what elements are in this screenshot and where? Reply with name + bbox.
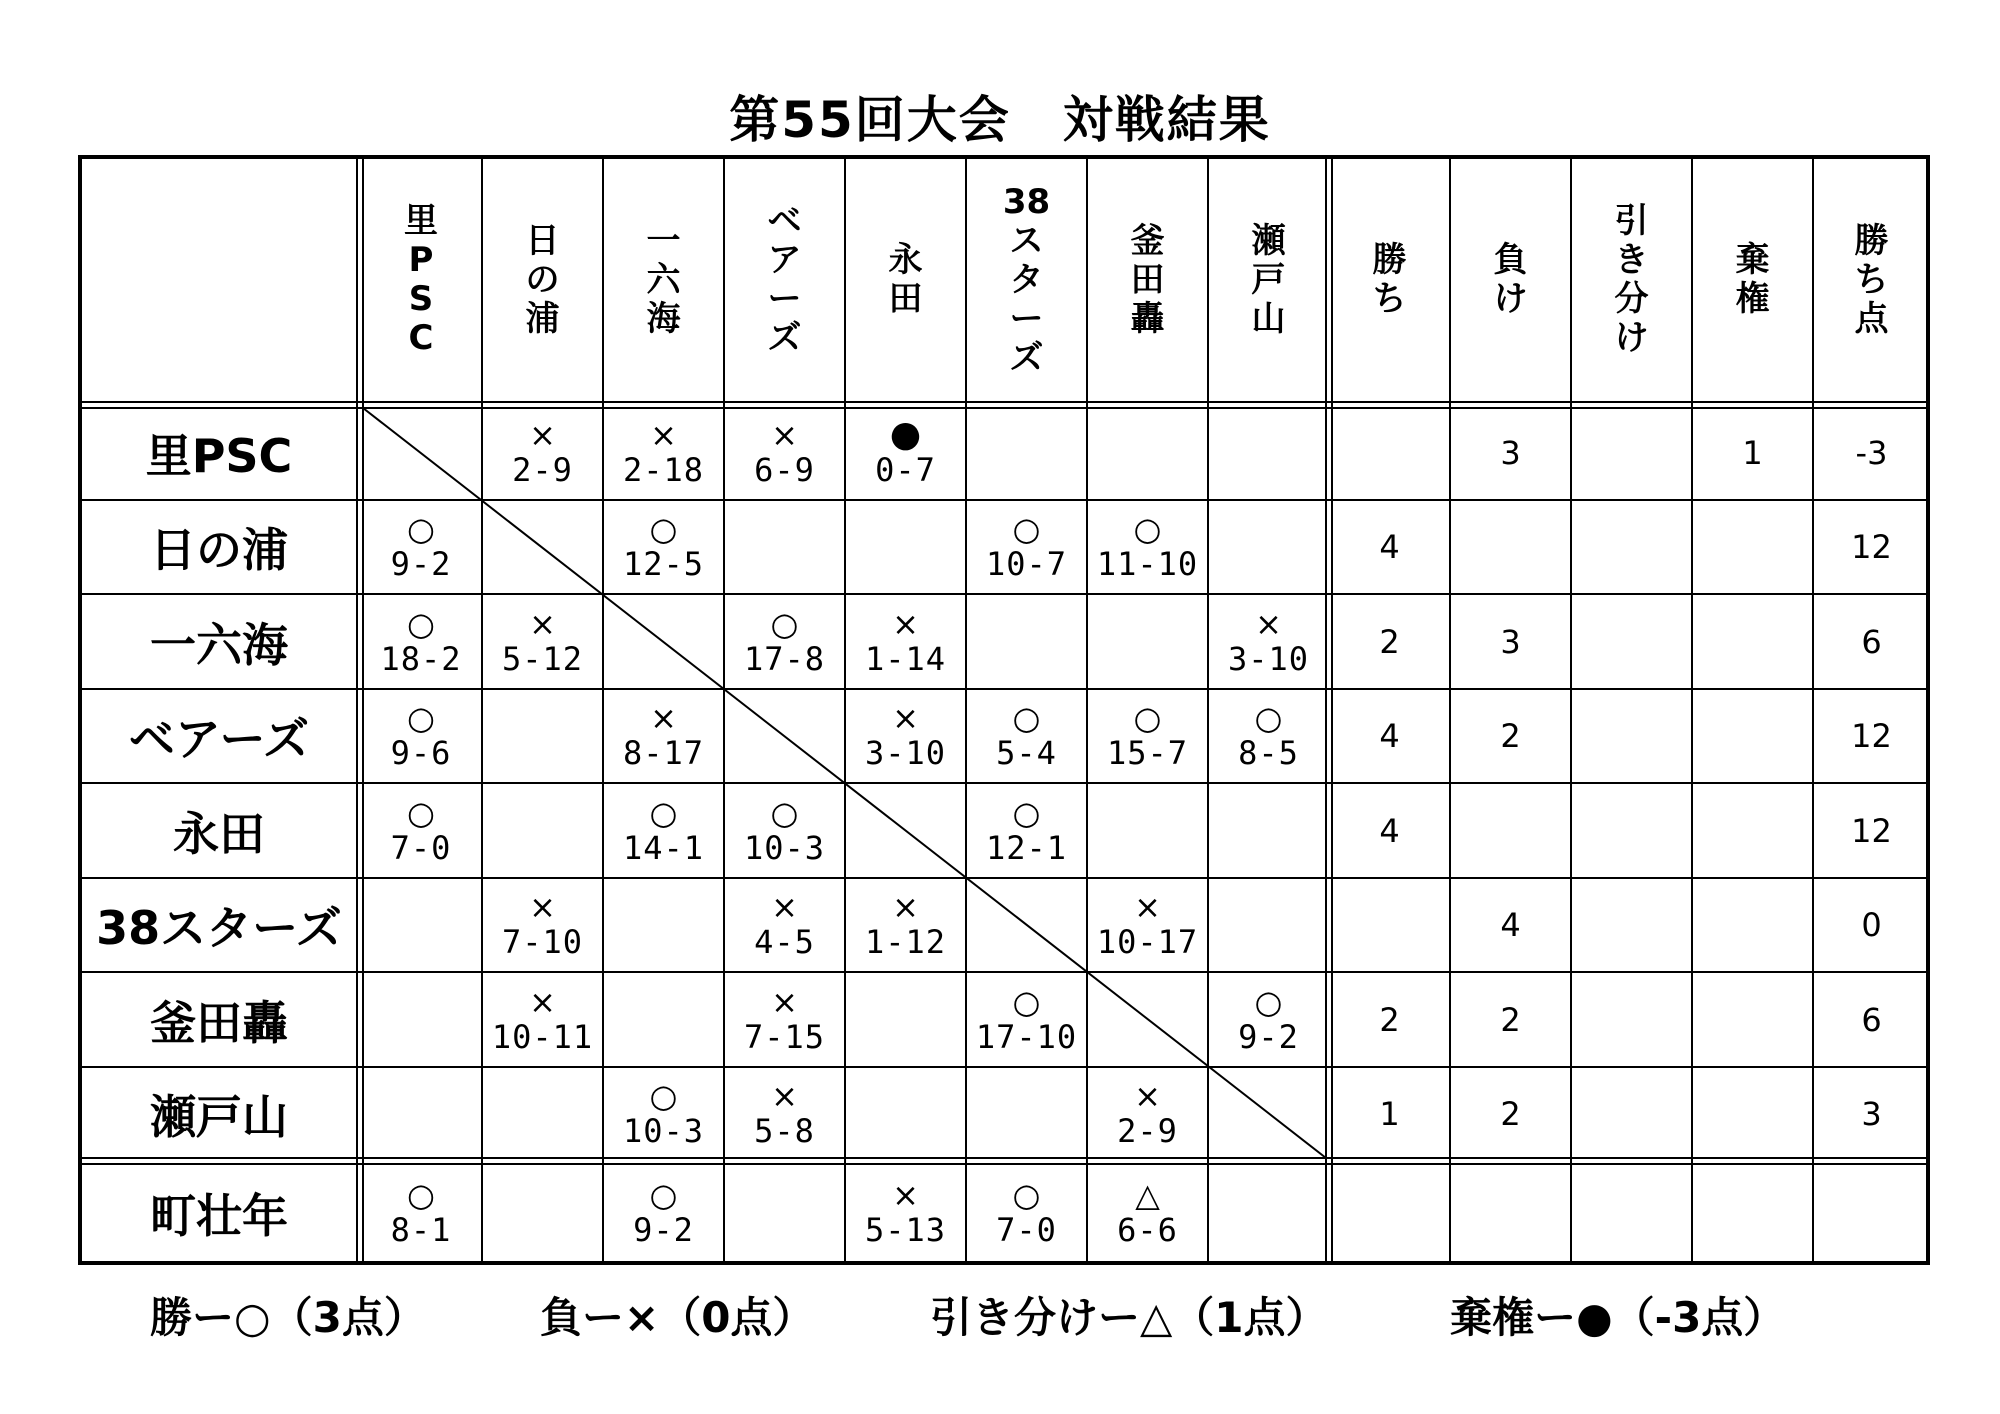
row-team-label bbox=[78, 783, 360, 878]
result-cell bbox=[360, 878, 482, 972]
header-char: S bbox=[408, 279, 434, 319]
team-name: 釜田轟 bbox=[150, 995, 288, 1050]
result-mark: × bbox=[771, 1077, 798, 1115]
result-cell bbox=[966, 878, 1087, 972]
result-cell bbox=[482, 594, 603, 689]
row-team-label bbox=[78, 500, 360, 594]
result-cell bbox=[1208, 1161, 1329, 1265]
result-cell bbox=[603, 1067, 724, 1161]
column-header-1 bbox=[360, 163, 482, 397]
result-cell bbox=[1087, 1067, 1208, 1161]
result-cell bbox=[966, 594, 1087, 689]
header-char: 点 bbox=[1854, 298, 1889, 339]
stat-value: 6 bbox=[1861, 1000, 1882, 1039]
result-cell bbox=[1087, 405, 1208, 500]
header-char: 棄 bbox=[1735, 240, 1770, 280]
result-cell bbox=[482, 1067, 603, 1161]
result-mark: × bbox=[529, 415, 556, 454]
stat-cell bbox=[1571, 878, 1692, 972]
stat-value: 12 bbox=[1851, 811, 1892, 850]
result-mark: × bbox=[529, 888, 556, 926]
header-char: ち bbox=[1854, 259, 1889, 300]
row-team-label bbox=[78, 689, 360, 783]
result-cell bbox=[1208, 405, 1329, 500]
header-char: け bbox=[1614, 318, 1649, 358]
result-cell bbox=[845, 1067, 966, 1161]
result-cell bbox=[966, 405, 1087, 500]
result-score: 12-1 bbox=[985, 828, 1068, 867]
result-cell bbox=[724, 1067, 845, 1161]
result-cell bbox=[482, 500, 603, 594]
result-cell bbox=[845, 500, 966, 594]
stat-cell bbox=[1813, 405, 1930, 500]
header-char: 戸 bbox=[1251, 259, 1286, 300]
team-name: 里PSC bbox=[145, 428, 293, 483]
result-mark: × bbox=[771, 888, 798, 926]
result-score: 8-5 bbox=[1238, 734, 1299, 772]
result-cell bbox=[603, 1161, 724, 1265]
result-score: 2-18 bbox=[622, 450, 705, 489]
header-char: 海 bbox=[646, 298, 681, 339]
column-header-5 bbox=[845, 163, 966, 397]
result-cell bbox=[360, 689, 482, 783]
result-mark: × bbox=[529, 604, 556, 643]
result-score: 2-9 bbox=[1117, 1112, 1178, 1150]
header-char: 轟 bbox=[1130, 298, 1165, 339]
result-score: 10-7 bbox=[985, 545, 1068, 583]
stat-value: 12 bbox=[1851, 528, 1892, 566]
result-cell bbox=[966, 783, 1087, 878]
result-mark: ● bbox=[889, 413, 922, 455]
stat-cell bbox=[1329, 594, 1450, 689]
result-score: 6-6 bbox=[1117, 1211, 1178, 1249]
result-cell bbox=[724, 1161, 845, 1265]
stat-value: 12 bbox=[1851, 717, 1892, 755]
header-char: ベ bbox=[767, 201, 802, 241]
stat-cell bbox=[1813, 783, 1930, 878]
result-mark: ○ bbox=[770, 793, 799, 832]
result-mark: × bbox=[892, 604, 919, 643]
header-char: 田 bbox=[1130, 259, 1165, 300]
result-cell bbox=[1087, 1161, 1208, 1265]
row-team-label bbox=[78, 405, 360, 500]
result-cell bbox=[603, 972, 724, 1067]
stat-cell bbox=[1571, 405, 1692, 500]
result-cell bbox=[482, 878, 603, 972]
result-score: 9-2 bbox=[1238, 1017, 1299, 1056]
result-mark: × bbox=[771, 415, 798, 454]
stat-cell bbox=[1329, 972, 1450, 1067]
stat-cell bbox=[1450, 783, 1571, 878]
result-mark: × bbox=[529, 982, 556, 1021]
result-score: 10-3 bbox=[743, 828, 826, 867]
header-char: ち bbox=[1372, 279, 1407, 319]
result-cell bbox=[603, 500, 724, 594]
team-name: 永田 bbox=[173, 806, 265, 861]
stat-cell bbox=[1813, 594, 1930, 689]
result-mark: ○ bbox=[407, 510, 435, 548]
stat-cell bbox=[1692, 783, 1813, 878]
stat-cell bbox=[1813, 972, 1930, 1067]
result-score: 8-17 bbox=[622, 734, 705, 772]
result-score: 12-5 bbox=[622, 545, 705, 583]
result-mark: △ bbox=[1135, 1176, 1160, 1214]
legend-draw: 引き分けー△（1点） bbox=[930, 1293, 1328, 1342]
result-cell bbox=[360, 783, 482, 878]
stat-cell bbox=[1813, 878, 1930, 972]
result-mark: × bbox=[1255, 604, 1282, 643]
team-name: 日の浦 bbox=[150, 523, 288, 577]
header-char: ズ bbox=[1009, 337, 1044, 378]
header-char: の bbox=[525, 259, 560, 300]
header-char: 瀬 bbox=[1251, 220, 1286, 261]
result-score: 9-2 bbox=[633, 1211, 694, 1249]
stat-cell bbox=[1813, 1067, 1930, 1161]
result-cell bbox=[482, 1161, 603, 1265]
row-team-label bbox=[78, 878, 360, 972]
result-mark: × bbox=[650, 699, 677, 737]
stat-cell bbox=[1450, 1161, 1571, 1265]
stat-value: 2 bbox=[1500, 717, 1521, 755]
result-cell bbox=[603, 594, 724, 689]
stat-cell bbox=[1813, 1161, 1930, 1265]
result-score: 5-8 bbox=[754, 1112, 815, 1150]
result-score: 18-2 bbox=[380, 639, 462, 678]
result-mark: × bbox=[650, 415, 677, 454]
result-cell bbox=[845, 689, 966, 783]
stat-cell bbox=[1450, 405, 1571, 500]
header-char: 山 bbox=[1251, 298, 1286, 339]
result-cell bbox=[845, 878, 966, 972]
header-char: 勝 bbox=[1854, 220, 1889, 261]
result-cell bbox=[360, 405, 482, 500]
result-cell bbox=[966, 1067, 1087, 1161]
result-cell bbox=[482, 689, 603, 783]
result-cell bbox=[724, 783, 845, 878]
result-score: 10-11 bbox=[491, 1017, 594, 1056]
result-score: 5-12 bbox=[501, 639, 584, 678]
result-mark: ○ bbox=[649, 510, 678, 548]
result-mark: × bbox=[892, 1176, 919, 1214]
column-header-2 bbox=[482, 163, 603, 397]
result-cell bbox=[482, 405, 603, 500]
result-score: 3-10 bbox=[1227, 639, 1310, 678]
result-score: 5-13 bbox=[864, 1211, 947, 1249]
result-score: 10-17 bbox=[1096, 923, 1199, 961]
result-score: 7-10 bbox=[501, 923, 584, 961]
result-cell bbox=[1208, 878, 1329, 972]
stat-cell bbox=[1450, 972, 1571, 1067]
column-header-3 bbox=[603, 163, 724, 397]
result-score: 0-7 bbox=[875, 450, 936, 489]
result-cell bbox=[1208, 1067, 1329, 1161]
stat-cell bbox=[1692, 1067, 1813, 1161]
result-mark: ○ bbox=[1133, 699, 1162, 737]
result-mark: ○ bbox=[407, 793, 435, 832]
result-mark: ○ bbox=[407, 699, 435, 737]
header-char: 分 bbox=[1614, 279, 1649, 319]
result-cell bbox=[482, 783, 603, 878]
header-char: 釜 bbox=[1130, 220, 1165, 261]
result-score: 14-1 bbox=[622, 828, 705, 867]
stat-cell bbox=[1450, 878, 1571, 972]
result-mark: ○ bbox=[407, 604, 435, 643]
stat-cell bbox=[1692, 594, 1813, 689]
team-name: 町壮年 bbox=[150, 1189, 288, 1243]
header-char: ー bbox=[1009, 298, 1044, 339]
stat-value: 6 bbox=[1861, 622, 1882, 661]
header-char: き bbox=[1614, 240, 1649, 280]
header-char: ス bbox=[1009, 220, 1044, 261]
result-mark: ○ bbox=[1012, 1176, 1041, 1214]
result-score: 7-15 bbox=[743, 1017, 826, 1056]
header-char: 一 bbox=[646, 220, 681, 261]
stat-header-4 bbox=[1692, 163, 1813, 397]
result-cell bbox=[845, 783, 966, 878]
header-char: 永 bbox=[888, 240, 923, 280]
row-team-label bbox=[78, 972, 360, 1067]
result-cell bbox=[603, 689, 724, 783]
result-cell bbox=[360, 594, 482, 689]
result-cell bbox=[1087, 594, 1208, 689]
result-mark: ○ bbox=[1133, 510, 1162, 548]
stat-value: 2 bbox=[1379, 622, 1400, 661]
result-mark: ○ bbox=[1254, 982, 1283, 1021]
team-name: 瀬戸山 bbox=[150, 1090, 288, 1144]
result-score: 7-0 bbox=[996, 1211, 1057, 1249]
result-score: 17-10 bbox=[975, 1017, 1078, 1056]
result-cell bbox=[845, 1161, 966, 1265]
row-team-label bbox=[78, 594, 360, 689]
stat-value: 3 bbox=[1500, 622, 1521, 661]
header-char: ズ bbox=[767, 318, 802, 358]
stat-cell bbox=[1692, 405, 1813, 500]
stat-value: 2 bbox=[1379, 1000, 1400, 1039]
stat-value: 4 bbox=[1379, 811, 1400, 850]
stat-value: 4 bbox=[1379, 528, 1400, 566]
extra-row-team-label bbox=[78, 1161, 360, 1265]
stat-value: 3 bbox=[1500, 433, 1521, 472]
result-cell bbox=[724, 972, 845, 1067]
result-score: 15-7 bbox=[1106, 734, 1189, 772]
result-mark: ○ bbox=[1012, 793, 1041, 832]
header-char: 38 bbox=[1002, 181, 1051, 222]
header-char: 六 bbox=[646, 259, 681, 300]
team-name: 一六海 bbox=[150, 617, 288, 672]
stat-cell bbox=[1571, 689, 1692, 783]
result-cell bbox=[724, 689, 845, 783]
result-mark: ○ bbox=[1254, 699, 1283, 737]
header-char: ア bbox=[767, 240, 802, 280]
result-mark: × bbox=[892, 699, 919, 737]
result-score: 7-0 bbox=[390, 828, 452, 867]
stat-cell bbox=[1450, 1067, 1571, 1161]
stat-cell bbox=[1692, 500, 1813, 594]
page-title: 第55回大会 対戦結果 bbox=[729, 91, 1271, 149]
header-char: 日 bbox=[525, 220, 560, 261]
legend-loss: 負ー×（0点） bbox=[540, 1293, 815, 1342]
stat-header-3 bbox=[1571, 163, 1692, 397]
result-cell bbox=[724, 594, 845, 689]
result-cell bbox=[360, 1067, 482, 1161]
stat-cell bbox=[1692, 972, 1813, 1067]
result-mark: × bbox=[1134, 1077, 1161, 1115]
header-char: 勝 bbox=[1372, 240, 1407, 280]
row-team-label bbox=[78, 1067, 360, 1161]
result-cell bbox=[1208, 594, 1329, 689]
result-cell bbox=[845, 594, 966, 689]
result-mark: ○ bbox=[1012, 699, 1041, 737]
header-char: P bbox=[408, 240, 434, 280]
result-mark: ○ bbox=[649, 793, 678, 832]
stat-value: 3 bbox=[1861, 1095, 1882, 1133]
stat-cell bbox=[1692, 878, 1813, 972]
result-mark: × bbox=[771, 982, 798, 1021]
stat-value: 0 bbox=[1861, 906, 1882, 944]
stat-value: 4 bbox=[1379, 717, 1400, 755]
result-score: 2-9 bbox=[512, 450, 573, 489]
column-header-7 bbox=[1087, 163, 1208, 397]
header-char: け bbox=[1493, 279, 1528, 319]
result-score: 4-5 bbox=[754, 923, 815, 961]
result-mark: ○ bbox=[407, 1176, 435, 1214]
stat-cell bbox=[1692, 1161, 1813, 1265]
stat-value: 2 bbox=[1500, 1095, 1521, 1133]
column-header-6 bbox=[966, 163, 1087, 397]
result-cell bbox=[360, 1161, 482, 1265]
stat-cell bbox=[1450, 500, 1571, 594]
result-cell bbox=[724, 500, 845, 594]
stat-cell bbox=[1450, 689, 1571, 783]
result-cell bbox=[724, 405, 845, 500]
result-mark: × bbox=[1134, 888, 1161, 926]
result-score: 9-2 bbox=[390, 545, 452, 583]
stat-cell bbox=[1571, 1161, 1692, 1265]
stat-cell bbox=[1571, 783, 1692, 878]
result-cell bbox=[1208, 500, 1329, 594]
result-cell bbox=[603, 405, 724, 500]
result-mark: × bbox=[892, 888, 919, 926]
stat-cell bbox=[1329, 783, 1450, 878]
header-char: 田 bbox=[888, 279, 923, 319]
result-mark: ○ bbox=[649, 1077, 678, 1115]
result-mark: ○ bbox=[1012, 982, 1041, 1021]
team-name: ベアーズ bbox=[128, 712, 310, 766]
result-cell bbox=[603, 783, 724, 878]
header-char: タ bbox=[1009, 259, 1044, 300]
stat-cell bbox=[1571, 500, 1692, 594]
stat-cell bbox=[1813, 689, 1930, 783]
result-cell bbox=[724, 878, 845, 972]
result-score: 11-10 bbox=[1096, 545, 1199, 583]
header-char: 引 bbox=[1614, 201, 1649, 241]
result-score: 1-14 bbox=[864, 639, 947, 678]
result-score: 6-9 bbox=[754, 450, 815, 489]
result-score: 5-4 bbox=[996, 734, 1057, 772]
result-cell bbox=[966, 689, 1087, 783]
stat-cell bbox=[1571, 972, 1692, 1067]
header-char: 権 bbox=[1735, 279, 1770, 319]
stat-header-5 bbox=[1813, 163, 1930, 397]
result-cell bbox=[482, 972, 603, 1067]
result-cell bbox=[966, 972, 1087, 1067]
stat-cell bbox=[1329, 878, 1450, 972]
result-cell bbox=[603, 878, 724, 972]
stat-value: -3 bbox=[1855, 433, 1888, 472]
result-cell bbox=[966, 500, 1087, 594]
stat-cell bbox=[1329, 1161, 1450, 1265]
result-cell bbox=[1087, 783, 1208, 878]
result-mark: ○ bbox=[649, 1176, 678, 1214]
result-cell bbox=[360, 500, 482, 594]
result-score: 8-1 bbox=[390, 1211, 452, 1249]
header-char: C bbox=[408, 318, 434, 358]
result-cell bbox=[845, 405, 966, 500]
result-score: 17-8 bbox=[743, 639, 826, 678]
result-cell bbox=[1087, 972, 1208, 1067]
stat-cell bbox=[1571, 594, 1692, 689]
column-header-8 bbox=[1208, 163, 1329, 397]
result-cell bbox=[1087, 689, 1208, 783]
result-mark: ○ bbox=[1012, 510, 1041, 548]
stat-cell bbox=[1450, 594, 1571, 689]
result-cell bbox=[966, 1161, 1087, 1265]
stat-value: 4 bbox=[1500, 906, 1521, 944]
result-cell bbox=[360, 972, 482, 1067]
result-cell bbox=[1208, 972, 1329, 1067]
stat-cell bbox=[1692, 689, 1813, 783]
stat-header-2 bbox=[1450, 163, 1571, 397]
header-char: 里 bbox=[404, 201, 438, 241]
column-header-4 bbox=[724, 163, 845, 397]
result-cell bbox=[1087, 878, 1208, 972]
result-mark: ○ bbox=[770, 604, 799, 643]
result-cell bbox=[1208, 689, 1329, 783]
result-score: 1-12 bbox=[864, 923, 947, 961]
stat-header-1 bbox=[1329, 163, 1450, 397]
stat-value: 1 bbox=[1742, 433, 1763, 472]
stat-cell bbox=[1329, 689, 1450, 783]
result-score: 9-6 bbox=[390, 734, 452, 772]
stat-cell bbox=[1329, 500, 1450, 594]
stat-cell bbox=[1571, 1067, 1692, 1161]
legend-win: 勝ー○（3点） bbox=[150, 1293, 426, 1342]
stat-cell bbox=[1329, 1067, 1450, 1161]
result-score: 3-10 bbox=[864, 734, 947, 772]
legend-forfeit: 棄権ー●（-3点） bbox=[1450, 1293, 1786, 1342]
header-char: 浦 bbox=[525, 298, 560, 339]
result-cell bbox=[845, 972, 966, 1067]
result-cell bbox=[1208, 783, 1329, 878]
header-char: 負 bbox=[1493, 240, 1528, 280]
team-name: 38スターズ bbox=[96, 901, 342, 955]
stat-cell bbox=[1813, 500, 1930, 594]
stat-value: 1 bbox=[1379, 1095, 1400, 1133]
stat-cell bbox=[1329, 405, 1450, 500]
stat-value: 2 bbox=[1500, 1000, 1521, 1039]
result-cell bbox=[1087, 500, 1208, 594]
result-score: 10-3 bbox=[622, 1112, 705, 1150]
header-char: ー bbox=[767, 279, 802, 319]
